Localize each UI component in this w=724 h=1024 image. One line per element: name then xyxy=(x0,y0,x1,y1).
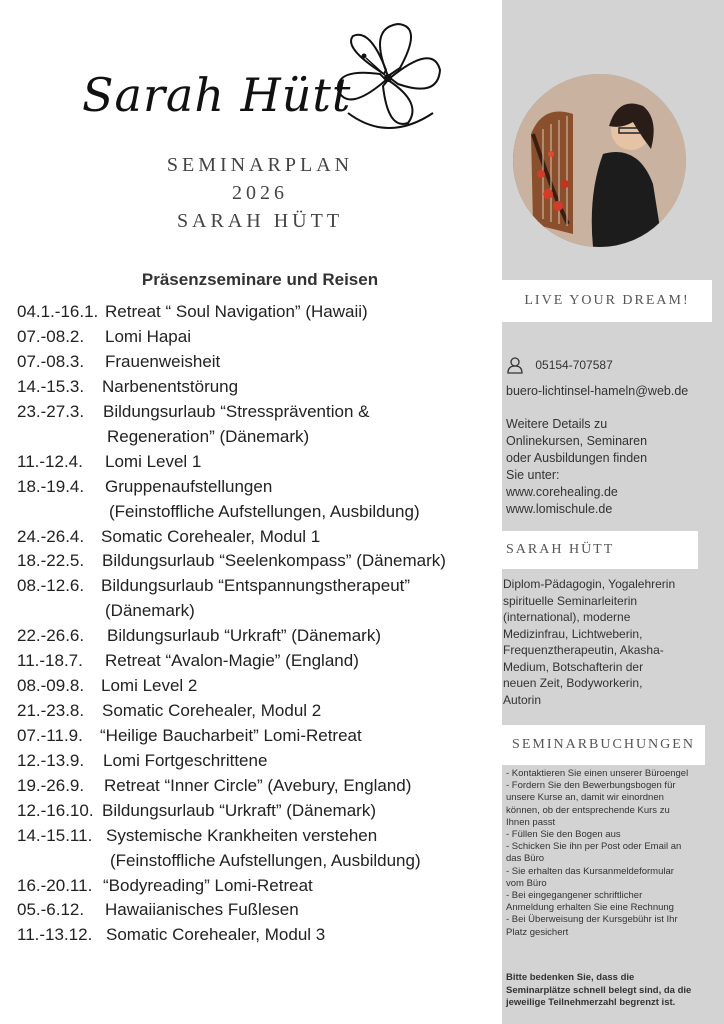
booking-step-line: - Fordern Sie den Bewerbungsbogen für xyxy=(506,780,676,792)
details-line: oder Ausbildungen finden xyxy=(506,451,648,465)
event-title: Lomi Level 1 xyxy=(105,451,202,471)
booking-step-line: - Bei Überweisung der Kursgebühr ist Ihr xyxy=(506,914,678,926)
details-text xyxy=(506,416,711,518)
name-heading: SARAH HÜTT xyxy=(502,531,698,569)
event-title: Lomi Hapai xyxy=(105,326,191,346)
event-date: 08.-12.6. xyxy=(17,576,85,596)
event-row xyxy=(17,351,502,373)
event-title-continued: (Feinstoffliche Aufstellungen, Ausbildung) xyxy=(110,850,421,870)
event-title: Bildungsurlaub “Urkraft” (Dänemark) xyxy=(107,626,381,646)
event-title: Frauenweisheit xyxy=(105,351,221,371)
booking-step-line: Ihnen passt xyxy=(506,816,556,828)
booking-step-line: können, ob der entsprechende Kurs zu xyxy=(506,804,670,816)
event-title: Narbenentstörung xyxy=(102,376,239,396)
event-row xyxy=(17,775,502,797)
event-row xyxy=(17,550,502,572)
note-line: jeweilige Teilnehmerzahl begrenzt ist. xyxy=(506,997,676,1008)
event-date: 07.-11.9. xyxy=(17,725,83,745)
event-date: 14.-15.11. xyxy=(17,825,93,845)
event-date: 07.-08.2. xyxy=(17,326,85,346)
hibiscus-flower-icon xyxy=(328,18,448,136)
event-title-continued: (Feinstoffliche Aufstellungen, Ausbildung) xyxy=(109,501,420,521)
bio-line: Diplom-Pädagogin, Yogalehrerin xyxy=(503,577,676,591)
event-row xyxy=(17,625,502,647)
event-row xyxy=(17,750,502,772)
event-date: 07.-08.3. xyxy=(17,351,85,371)
event-row xyxy=(17,575,502,622)
event-title: Lomi Fortgeschrittene xyxy=(103,750,268,770)
event-date: 11.-13.12. xyxy=(17,925,93,945)
booking-note xyxy=(506,972,716,1010)
event-row xyxy=(17,376,502,398)
event-title: Systemische Krankheiten verstehen xyxy=(106,825,378,845)
bio-line: Autorin xyxy=(503,692,542,707)
details-line[interactable]: www.lomischule.de xyxy=(506,502,613,516)
event-title-continued: (Dänemark) xyxy=(105,601,195,621)
event-row xyxy=(17,825,502,872)
event-title: Retreat “ Soul Navigation” (Hawaii) xyxy=(105,302,368,321)
bio-line: neuen Zeit, Bodyworkerin, xyxy=(503,676,643,690)
event-date: 18.-22.5. xyxy=(17,551,85,571)
details-line: Sie unter: xyxy=(506,468,560,482)
event-date: 19.-26.9. xyxy=(17,775,85,795)
event-row xyxy=(17,675,502,697)
booking-heading: SEMINARBUCHUNGEN xyxy=(502,725,705,765)
bio-line: Frequenztherapeutin, Akasha- xyxy=(503,643,664,657)
event-row xyxy=(17,451,502,473)
event-title: Somatic Corehealer, Modul 3 xyxy=(106,925,326,945)
bio-line: spirituelle Seminarleiterin xyxy=(503,593,638,608)
bio-line: (international), moderne xyxy=(503,610,631,624)
phone-row xyxy=(506,356,613,374)
event-row xyxy=(17,899,502,921)
event-date: 14.-15.3. xyxy=(17,376,85,396)
event-row xyxy=(17,401,502,448)
booking-steps xyxy=(506,768,716,939)
details-line: Onlinekursen, Seminaren xyxy=(506,434,648,448)
event-title: Lomi Level 2 xyxy=(101,676,198,696)
event-date: 22.-26.6. xyxy=(17,626,85,646)
event-date: 12.-16.10. xyxy=(17,800,94,820)
logo-name: Sarah Hütt xyxy=(82,68,352,122)
profile-photo xyxy=(513,74,686,247)
event-row xyxy=(17,725,502,747)
event-date: 08.-09.8. xyxy=(17,676,85,696)
event-title: Gruppenaufstellungen xyxy=(105,476,273,496)
event-date: 11.-12.4. xyxy=(17,451,83,471)
section-title: Präsenzseminare und Reisen xyxy=(141,270,379,289)
event-row xyxy=(17,875,502,897)
event-date: 04.1.-16.1. xyxy=(17,302,99,321)
event-row xyxy=(17,476,502,523)
booking-step-line: - Sie erhalten das Kursanmeldeformular xyxy=(506,865,674,877)
booking-step-line: - Kontaktieren Sie einen unserer Büroengel xyxy=(506,768,689,779)
event-date: 18.-19.4. xyxy=(17,476,85,496)
event-date: 11.-18.7. xyxy=(17,651,83,671)
event-date: 23.-27.3. xyxy=(17,401,85,421)
bio-line: Medizinfrau, Lichtweberin, xyxy=(503,626,643,641)
subtitle-name: SARAH HÜTT xyxy=(176,210,344,232)
event-row xyxy=(17,650,502,672)
event-title: Somatic Corehealer, Modul 1 xyxy=(101,526,321,546)
event-row xyxy=(17,526,502,548)
person-icon xyxy=(506,356,524,374)
event-row xyxy=(17,301,502,323)
logo xyxy=(80,18,450,138)
event-title: “Heilige Baucharbeit” Lomi-Retreat xyxy=(100,725,362,745)
event-date: 21.-23.8. xyxy=(17,701,85,720)
booking-step-line: - Bei eingegangener schriftlicher xyxy=(506,890,643,902)
event-row xyxy=(17,924,502,946)
booking-step-line: unsere Kurse an, damit wir einordnen xyxy=(506,792,664,804)
event-row xyxy=(17,800,502,822)
note-line: Seminarplätze schnell belegt sind, da die xyxy=(506,984,692,996)
event-date: 12.-13.9. xyxy=(17,750,85,770)
note-line: Bitte bedenken Sie, dass die xyxy=(506,972,635,983)
bio-text xyxy=(503,576,718,708)
booking-step-line: das Büro xyxy=(506,853,545,865)
details-line[interactable]: www.corehealing.de xyxy=(506,485,618,499)
event-date: 24.-26.4. xyxy=(17,526,85,546)
booking-step-line: vom Büro xyxy=(506,877,547,889)
event-row xyxy=(17,700,502,722)
event-row xyxy=(17,326,502,348)
event-title: Bildungsurlaub “Stressprävention & xyxy=(103,401,370,421)
event-title: “Bodyreading” Lomi-Retreat xyxy=(103,875,313,895)
event-date: 16.-20.11. xyxy=(17,875,93,895)
subtitle-year: 2026 xyxy=(232,182,288,204)
event-title: Bildungsurlaub “Entspannungstherapeut” xyxy=(101,576,411,596)
booking-step-line: Platz gesichert xyxy=(506,926,569,938)
event-title: Retreat “Inner Circle” (Avebury, England) xyxy=(104,775,412,795)
event-title: Bildungsurlaub “Urkraft” (Dänemark) xyxy=(102,800,376,820)
booking-step-line: Anmeldung erhalten Sie eine Rechnung xyxy=(506,902,674,914)
slogan-box: LIVE YOUR DREAM! xyxy=(502,280,712,322)
event-date: 05.-6.12. xyxy=(17,900,85,920)
booking-step-line: - Füllen Sie den Bogen aus xyxy=(506,829,621,841)
bio-line: Medium, Botschafterin der xyxy=(503,659,644,674)
event-title: Somatic Corehealer, Modul 2 xyxy=(102,701,322,720)
event-title: Bildungsurlaub “Seelenkompass” (Dänemark) xyxy=(102,551,446,571)
event-title: Hawaiianisches Fußlesen xyxy=(105,900,299,920)
phone-number: 05154-707587 xyxy=(535,358,613,372)
booking-step-line: - Schicken Sie ihn per Post oder Email an xyxy=(506,841,682,853)
event-title: Retreat “Avalon-Magie” (England) xyxy=(105,651,359,671)
event-title-continued: Regeneration” (Dänemark) xyxy=(107,426,310,446)
harpist-illustration xyxy=(513,74,686,247)
subtitle-seminarplan: SEMINARPLAN xyxy=(166,154,354,176)
details-line: Weitere Details zu xyxy=(506,417,608,431)
email-address[interactable]: buero-lichtinsel-hameln@web.de xyxy=(506,384,689,398)
